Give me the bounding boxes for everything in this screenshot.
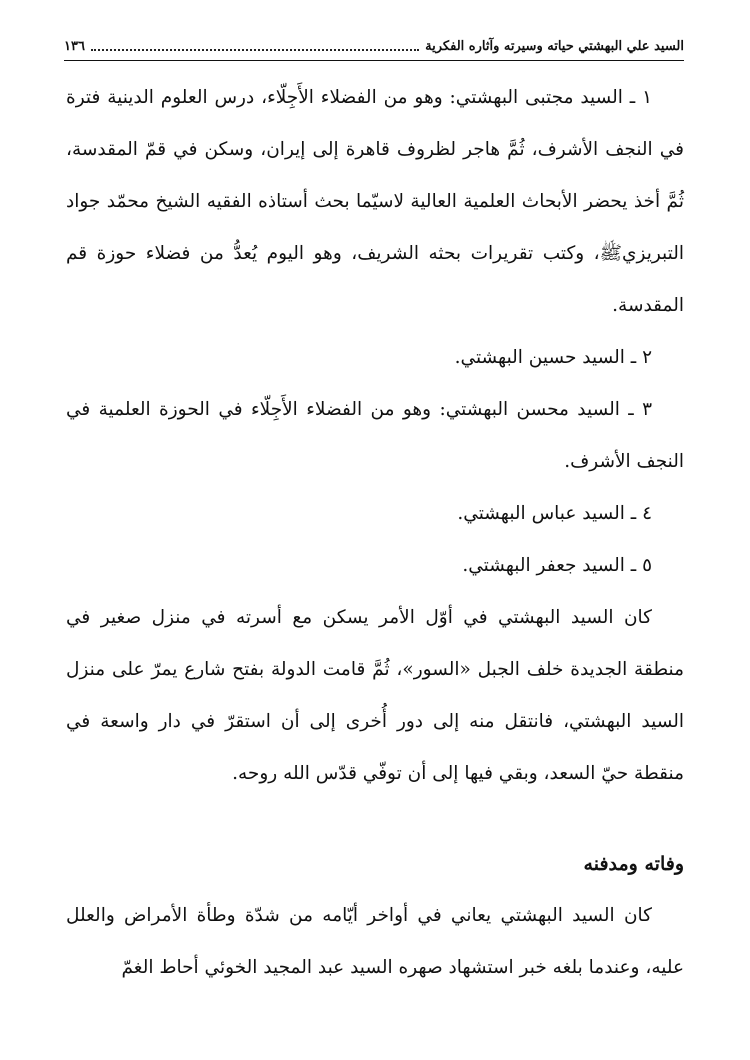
section-paragraph: كان السيد البهشتي يعاني في أواخر أيّامه من شدّة وطأة الأمراض والعلل عليه، وعندما بلغه خبر استشهاد صهره السيد عبد المجيد الخوئي أحاط الغمّ	[66, 905, 684, 978]
page-number: ١٣٦	[64, 38, 85, 54]
page-body	[66, 72, 684, 994]
header-rule	[64, 60, 684, 61]
header-dot-leader	[91, 49, 419, 51]
list-item-1: ١ ـ السيد مجتبى البهشتي: وهو من الفضلاء الأَجِلّاء، درس العلوم الدينية فترة في النجف الأشرف، ثُمَّ هاجر لظروف قاهرة إلى إيران، وسكن في قمّ المقدسة، ثُمَّ أخذ يحضر الأبحاث العلمية العالية لاسيّما بحث أستاذه الفقيه الشيخ محمّد جواد التبريزي‌ﷺ، وكتب تقريرات بحثه الشريف، وهو اليوم يُعدُّ من فضلاء حوزة قم المقدسة.	[66, 87, 684, 316]
running-header-title: السيد علي البهشتي حياته وسيرته وآثاره الفكرية	[425, 38, 684, 54]
section-heading: وفاته ومدفنه	[583, 853, 684, 875]
running-header	[64, 34, 684, 58]
list-item-5: ٥ ـ السيد جعفر البهشتي.	[462, 555, 652, 576]
list-item-2: ٢ ـ السيد حسين البهشتي.	[454, 347, 652, 368]
paragraph-residence: كان السيد البهشتي في أوّل الأمر يسكن مع أسرته في منزل صغير في منطقة الجديدة خلف الجبل «السور»، ثُمَّ قامت الدولة بفتح شارع يمرّ على منزل السيد البهشتي، فانتقل منه إلى دور أُخرى إلى أن استقرّ في دار واسعة في منقطة حيّ السعد، وبقي فيها إلى أن توفّي قدّس الله روحه.	[66, 607, 684, 784]
list-item-3: ٣ ـ السيد محسن البهشتي: وهو من الفضلاء الأَجِلّاء في الحوزة العلمية في النجف الأشرف.	[66, 399, 684, 472]
list-item-4: ٤ ـ السيد عباس البهشتي.	[457, 503, 652, 524]
